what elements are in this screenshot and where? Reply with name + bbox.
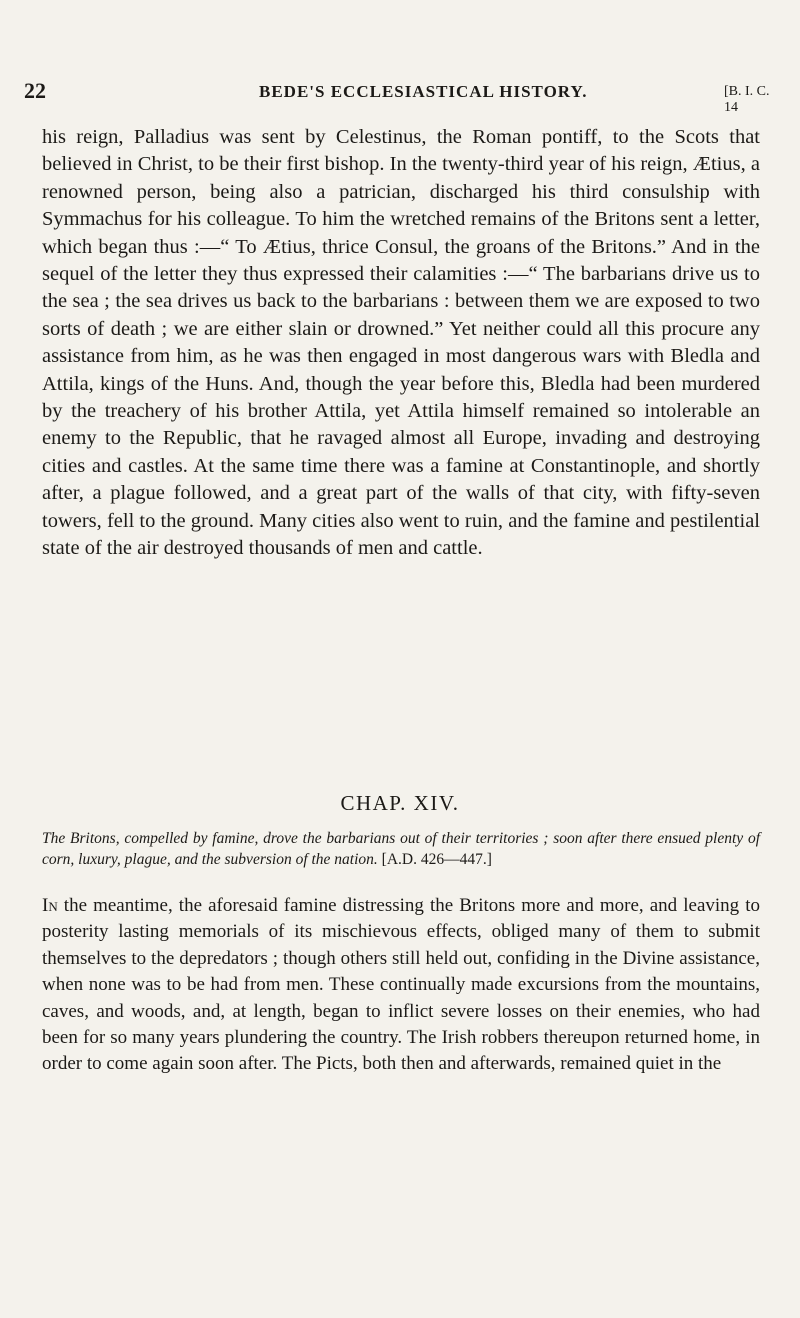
chapter-heading: CHAP. XIV. <box>340 791 460 815</box>
chapter-summary <box>42 829 760 870</box>
body-paragraph: his reign, Palladius was sent by Celestinus, the Roman pontiff, to the Scots that believed in Christ, to be their first bishop. In the twenty-third year of his reign, Ætius, a renowned person, being also a patrician, discharged his third consulship with Symmachus for his colleague. To him the wretched remains of the Britons sent a letter, which began thus :—“ To Ætius, thrice Consul, the groans of the Britons.” And in the sequel of the letter they thus expressed their calamities :—“ The barbarians drive us to the sea ; the sea drives us back to the barbarians : between them we are exposed to two sorts of death ; we are either slain or drowned.” Yet neither could all this procure any assistance from him, as he was then engaged in most dangerous wars with Bledla and Attila, kings of the Huns. And, though the year before this, Bledla had been murdered by the treachery of his brother Attila, yet Attila himself remained so intolerable an enemy to the Republic, that he ravaged almost all Europe, invading and destroying cities and castles. At the same time there was a famine at Constantinople, and shortly after, a plague followed, and a great part of the walls of that city, with fifty-seven towers, fell to the ground. Many cities also went to ruin, and the famine and pestilential state of the air destroyed thousands of men and cattle. <box>42 126 760 560</box>
chapter-paragraph <box>42 893 760 1078</box>
running-head: BEDE'S ECCLESIASTICAL HISTORY. <box>259 82 588 101</box>
chapter-date-range: [A.D. 426—447.] <box>381 850 492 868</box>
chapter-paragraph-text: the meantime, the aforesaid famine distressing the Britons more and more, and leaving to posterity lasting memorials of its mischievous effects, obliged many of them to submit themselves to the depredators ; though others still held out, confiding in the Divine assistance, when none was to be had from men. These continually made excursions from the mountains, caves, and woods, and, at length, began to inflict severe losses on their enemies, who had been for so many years plundering the country. The Irish robbers thereupon returned home, in order to come again soon after. The Picts, both then and afterwards, remained quiet in the <box>42 895 761 1075</box>
chapter-first-word: In <box>42 895 58 916</box>
page-header <box>24 78 774 115</box>
page-number: 22 <box>24 78 46 103</box>
chapter-summary-text: The Britons, compelled by famine, drove the barbarians out of their territories ; soon after there ensued plenty of corn, luxury, plague, and the subversion of the nation. <box>42 830 760 868</box>
book-chapter-reference: [B. I. C. 14 <box>724 84 770 115</box>
